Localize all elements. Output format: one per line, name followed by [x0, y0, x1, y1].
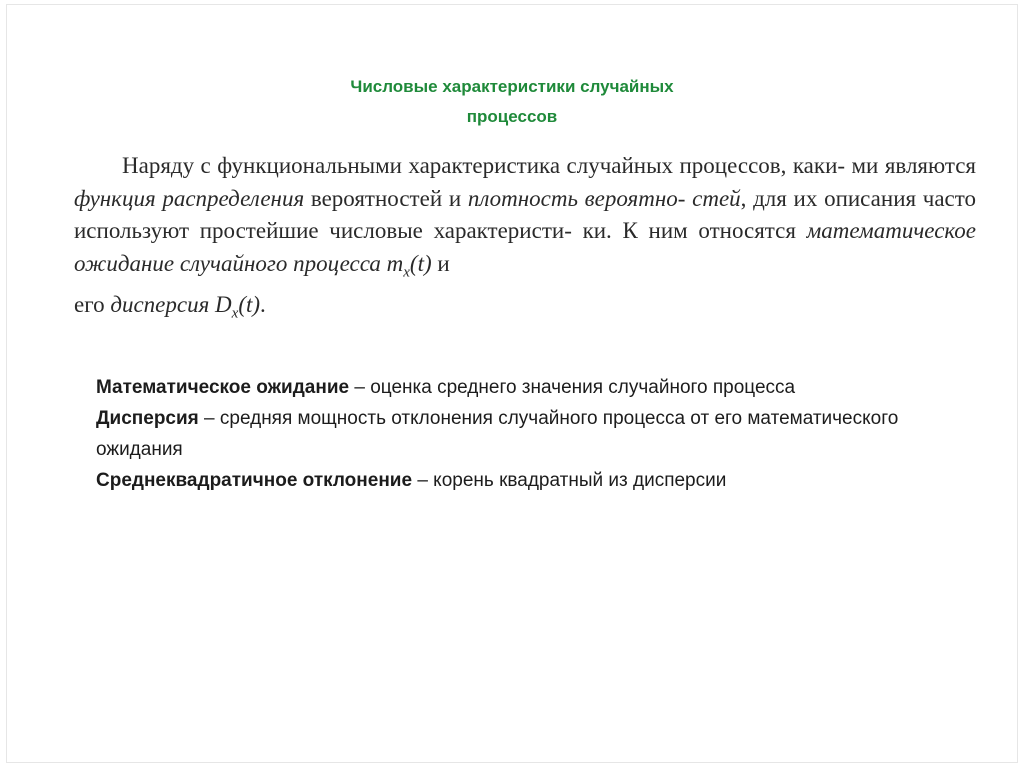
definition-term: Математическое ожидание: [96, 377, 350, 398]
scan-line-2a: ми являются: [851, 153, 977, 178]
definition-expectation: [96, 372, 916, 403]
scan-term-density-end: стей: [692, 185, 741, 211]
definition-term: Дисперсия: [96, 408, 199, 429]
scan-line-2c: вероятностей и: [304, 185, 468, 211]
scan-term-expectation: математическое ожидание случайного процесса $m_x(t)$: [74, 218, 977, 281]
scanned-paragraph: [74, 150, 976, 330]
scan-line-4d: и: [431, 250, 450, 276]
definitions-list: [96, 372, 916, 496]
definition-text: – средняя мощность отклонения случайного процесса от его математического ожидания: [96, 408, 899, 460]
slide-title-line-1: Числовые характеристики случайных: [350, 77, 674, 96]
scan-term-distribution-function: функция распределения: [74, 185, 305, 211]
scan-line-4a: ки. К ним относятся: [582, 218, 807, 243]
scan-line-5d: .: [260, 291, 266, 317]
slide-title-line-2: процессов: [466, 107, 558, 126]
definition-variance: [96, 403, 916, 465]
scan-line-5a: его: [74, 291, 111, 317]
scan-term-probability-density: плотность вероятно-: [467, 185, 686, 211]
definition-text: – корень квадратный из дисперсии: [412, 470, 727, 491]
definition-text: – оценка среднего значения случайного процесса: [349, 377, 796, 398]
definition-std-deviation: [96, 465, 916, 496]
scan-line-3b: , для их описания часто используют простейшие числовые характеристи-: [74, 185, 977, 243]
slide-title: [0, 72, 1024, 132]
definition-term: Среднеквадратичное отклонение: [96, 470, 413, 491]
scan-term-variance: дисперсия $D_x(t)$: [110, 291, 261, 322]
scan-line-1: Наряду с функциональными характеристика случайных процессов, каки-: [122, 153, 846, 178]
